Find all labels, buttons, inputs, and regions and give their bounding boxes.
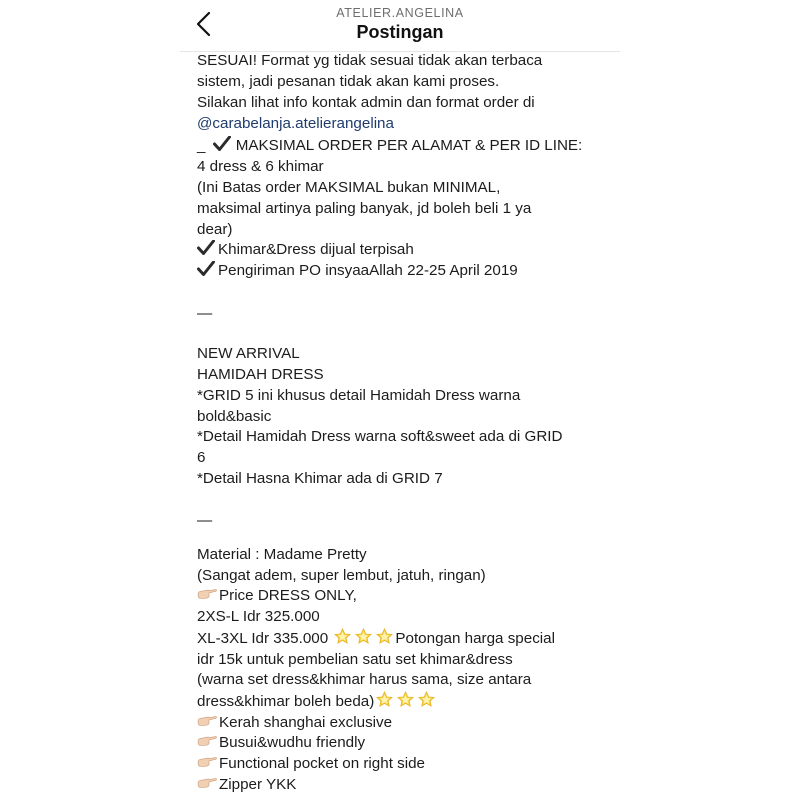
page-title: Postingan xyxy=(356,22,444,42)
post-caption xyxy=(197,51,617,796)
glowing-star-icon xyxy=(417,691,436,708)
caption-line: 6 xyxy=(197,448,206,466)
caption-line: Silakan lihat info kontak admin dan format order di xyxy=(197,94,535,112)
glowing-star-icon xyxy=(354,628,373,645)
mention-link[interactable]: @carabelanja.atelierangelina xyxy=(197,115,394,133)
feature-bullet xyxy=(197,775,617,796)
caption-text: XL-3XL Idr 335.000 xyxy=(197,629,329,647)
glowing-star-icon xyxy=(375,628,394,645)
feature-bullet xyxy=(197,713,617,734)
feature-text: Functional pocket on right side xyxy=(219,755,425,773)
glowing-star-icon xyxy=(396,691,415,708)
caption-text: Price DRESS ONLY, xyxy=(219,587,357,605)
pointing-hand-icon xyxy=(197,715,217,727)
caption-line: dear) xyxy=(197,220,233,238)
feature-text: Busui&wudhu friendly xyxy=(219,734,366,752)
caption-line: SESUAI! Format yg tidak sesuai tidak akan terbaca xyxy=(197,52,543,69)
caption-line: (Sangat adem, super lembut, jatuh, ringan) xyxy=(197,566,486,584)
caption-line: idr 15k untuk pembelian satu set khimar&dress xyxy=(197,650,513,668)
top-nav-bar xyxy=(180,0,620,52)
pointing-hand-icon xyxy=(197,777,217,789)
pointing-hand-icon xyxy=(197,588,217,600)
separator-dash: — xyxy=(197,512,213,530)
glowing-star-icon xyxy=(333,628,352,645)
glowing-star-icon xyxy=(375,691,394,708)
caption-line: NEW ARRIVAL xyxy=(197,345,300,363)
caption-line: bold&basic xyxy=(197,407,272,425)
caption-line xyxy=(197,628,617,650)
caption-line: *Detail Hamidah Dress warna soft&sweet ada di GRID xyxy=(197,428,563,446)
caption-line: *Detail Hasna Khimar ada di GRID 7 xyxy=(197,469,443,487)
max-order-text: MAKSIMAL ORDER PER ALAMAT & PER ID LINE: xyxy=(235,136,583,154)
caption-line: (Ini Batas order MAKSIMAL bukan MINIMAL, xyxy=(197,179,501,197)
caption-line: Material : Madame Pretty xyxy=(197,546,367,564)
caption-line: 4 dress & 6 khimar xyxy=(197,157,324,175)
check-mark-icon xyxy=(197,261,215,276)
caption-text: dress&khimar boleh beda) xyxy=(197,692,375,710)
caption-line xyxy=(197,240,617,261)
caption-line: (warna set dress&khimar harus sama, size antara xyxy=(197,671,532,689)
caption-text: Potongan harga special xyxy=(395,629,555,647)
caption-line: sistem, jadi pesanan tidak akan kami proses. xyxy=(197,72,500,90)
caption-line xyxy=(197,691,617,713)
check-mark-icon xyxy=(197,240,215,255)
caption-line: *GRID 5 ini khusus detail Hamidah Dress warna xyxy=(197,386,521,404)
pointing-hand-icon xyxy=(197,735,217,747)
caption-line: HAMIDAH DRESS xyxy=(197,366,324,384)
caption-line xyxy=(197,136,617,157)
separator-dash: — xyxy=(197,304,213,322)
caption-line: 2XS-L Idr 325.000 xyxy=(197,608,320,626)
check-mark-icon xyxy=(213,136,231,151)
caption-text: Pengiriman PO insyaaAllah 22-25 April 2019 xyxy=(218,262,518,280)
account-username[interactable]: ATELIER.ANGELINA xyxy=(336,6,464,20)
caption-line: maksimal artinya paling banyak, jd boleh beli 1 ya xyxy=(197,199,532,217)
caption-text: Khimar&Dress dijual terpisah xyxy=(218,241,414,259)
caption-line xyxy=(197,586,617,607)
pointing-hand-icon xyxy=(197,756,217,768)
feature-text: Kerah shanghai exclusive xyxy=(219,713,393,731)
caption-line xyxy=(197,261,617,282)
underscore-text: _ xyxy=(197,136,206,154)
feature-text: Zipper YKK xyxy=(219,775,297,793)
feature-bullet xyxy=(197,733,617,754)
feature-bullet xyxy=(197,754,617,775)
